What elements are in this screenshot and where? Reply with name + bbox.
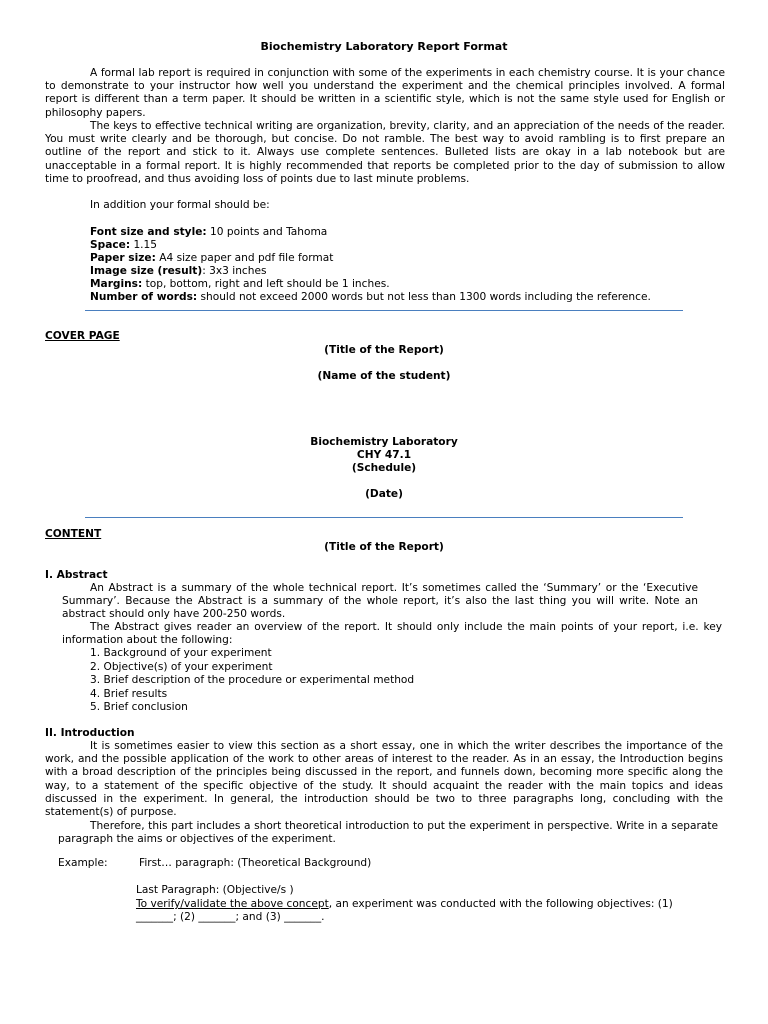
verify-concept-rest: , an experiment was conducted with the following objectives: (1) _______; (2) _______; and (3) _______. bbox=[136, 898, 673, 924]
abstract-paragraph-2-text: The Abstract gives reader an overview of the report. It should only include the main points of your report, i.e. key information about the following: bbox=[62, 621, 722, 647]
introduction-paragraph-1-text: It is sometimes easier to view this section as a short essay, one in which the writer describes the importance of the work, and the possible application of the work to other areas of interest to the reader. As in an essay, the Introduction begins with a broad description of the principles being discussed in the report, and funnels down, becoming more specific along the way, to a statement of the specific objective of the study. It should acquaint the reader with the main topics and ideas discussed in the experiment. In general, the introduction should be two to three paragraphs long, concluding with the statement(s) of purpose. bbox=[45, 740, 723, 819]
content-title-placeholder: (Title of the Report) bbox=[324, 541, 444, 553]
list-item: 2. Objective(s) of your experiment bbox=[90, 660, 273, 673]
introduction-paragraph-2 bbox=[58, 820, 718, 846]
abstract-paragraph-1 bbox=[62, 582, 698, 622]
cover-schedule: (Schedule) bbox=[351, 462, 417, 474]
cover-course: CHY 47.1 bbox=[356, 449, 412, 461]
introduction-heading: II. Introduction bbox=[45, 727, 135, 739]
introduction-paragraph-2-text: Therefore, this part includes a short theoretical introduction to put the experiment in perspective. Write in a separate paragraph the aims or objectives of the experiment. bbox=[58, 820, 718, 846]
abstract-paragraph-1-text: An Abstract is a summary of the whole technical report. It’s sometimes called the ‘Summary’ or the ‘Executive Summary’. Because the Abstract is a summary of the whole report, it’s also the last thing you will write. Note an abstract should only have 200-250 words. bbox=[62, 582, 698, 621]
spec-space bbox=[90, 239, 157, 252]
example-label: Example: bbox=[58, 857, 108, 869]
spec-words bbox=[90, 291, 651, 304]
example-last-paragraph: Last Paragraph: (Objective/s ) bbox=[136, 884, 294, 896]
spec-paper-value: A4 size paper and pdf file format bbox=[155, 252, 334, 264]
list-item: 3. Brief description of the procedure or experimental method bbox=[90, 674, 415, 686]
spec-space-label: Space: bbox=[90, 239, 131, 251]
cover-title-placeholder: (Title of the Report) bbox=[324, 344, 444, 356]
cover-lab: Biochemistry Laboratory bbox=[310, 436, 458, 448]
spec-margins bbox=[90, 278, 390, 291]
abstract-heading: I. Abstract bbox=[45, 569, 108, 581]
example-first-paragraph: First… paragraph: (Theoretical Background) bbox=[139, 857, 372, 869]
spec-image bbox=[90, 265, 267, 278]
divider-2 bbox=[85, 517, 683, 518]
intro-paragraph-2 bbox=[45, 120, 725, 186]
spec-words-label: Number of words: bbox=[90, 291, 198, 303]
intro-paragraph-1 bbox=[45, 67, 725, 120]
spec-paper-label: Paper size: bbox=[90, 252, 156, 264]
spec-font bbox=[90, 226, 327, 239]
document-title: Biochemistry Laboratory Report Format bbox=[260, 40, 508, 53]
abstract-list bbox=[90, 647, 414, 715]
cover-name-placeholder: (Name of the student) bbox=[317, 370, 451, 382]
spec-words-value: should not exceed 2000 words but not less than 1300 words including the reference. bbox=[197, 291, 651, 303]
spec-margins-label: Margins: bbox=[90, 278, 143, 290]
example-objectives bbox=[136, 898, 706, 924]
spec-image-label: Image size (result) bbox=[90, 265, 203, 277]
spec-font-label: Font size and style: bbox=[90, 226, 207, 238]
intro-paragraph-1-text: A formal lab report is required in conjunction with some of the experiments in each chemistry course. It is your chance to demonstrate to your instructor how well you understand the experiment and the chemical principles involved. A formal report is different than a term paper. It should be written in a scientific style, which is not the same style used for English or philosophy papers. bbox=[45, 67, 725, 119]
spec-space-value: 1.15 bbox=[130, 239, 158, 251]
spec-image-value: : 3x3 inches bbox=[202, 265, 267, 277]
in-addition-text: In addition your formal should be: bbox=[90, 199, 270, 211]
intro-paragraph-2-text: The keys to effective technical writing are organization, brevity, clarity, and an appreciation of the needs of the reader. You must write clearly and be thorough, but concise. Do not ramble. The best way to avoid rambling is to first prepare an outline of the report and stick to it. Always use complete sentences. Bulleted lists are okay in a lab notebook but are unacceptable in a formal report. It is highly recommended that reports be completed prior to the day of submission to allow time to proofread, and thus avoiding loss of points due to last minute problems. bbox=[45, 120, 725, 185]
abstract-paragraph-2 bbox=[62, 621, 722, 647]
list-item: 5. Brief conclusion bbox=[90, 701, 188, 713]
cover-page-heading: COVER PAGE bbox=[45, 330, 120, 342]
content-heading: CONTENT bbox=[45, 528, 102, 540]
divider-1 bbox=[85, 310, 683, 311]
spec-margins-value: top, bottom, right and left should be 1 inches. bbox=[142, 278, 390, 290]
spec-paper bbox=[90, 252, 333, 265]
list-item: 4. Brief results bbox=[90, 687, 168, 700]
introduction-paragraph-1 bbox=[45, 740, 723, 819]
verify-concept-underlined: To verify/validate the above concept bbox=[136, 898, 329, 910]
cover-date: (Date) bbox=[365, 488, 403, 500]
spec-font-value: 10 points and Tahoma bbox=[206, 226, 328, 238]
list-item: 1. Background of your experiment bbox=[90, 647, 272, 659]
